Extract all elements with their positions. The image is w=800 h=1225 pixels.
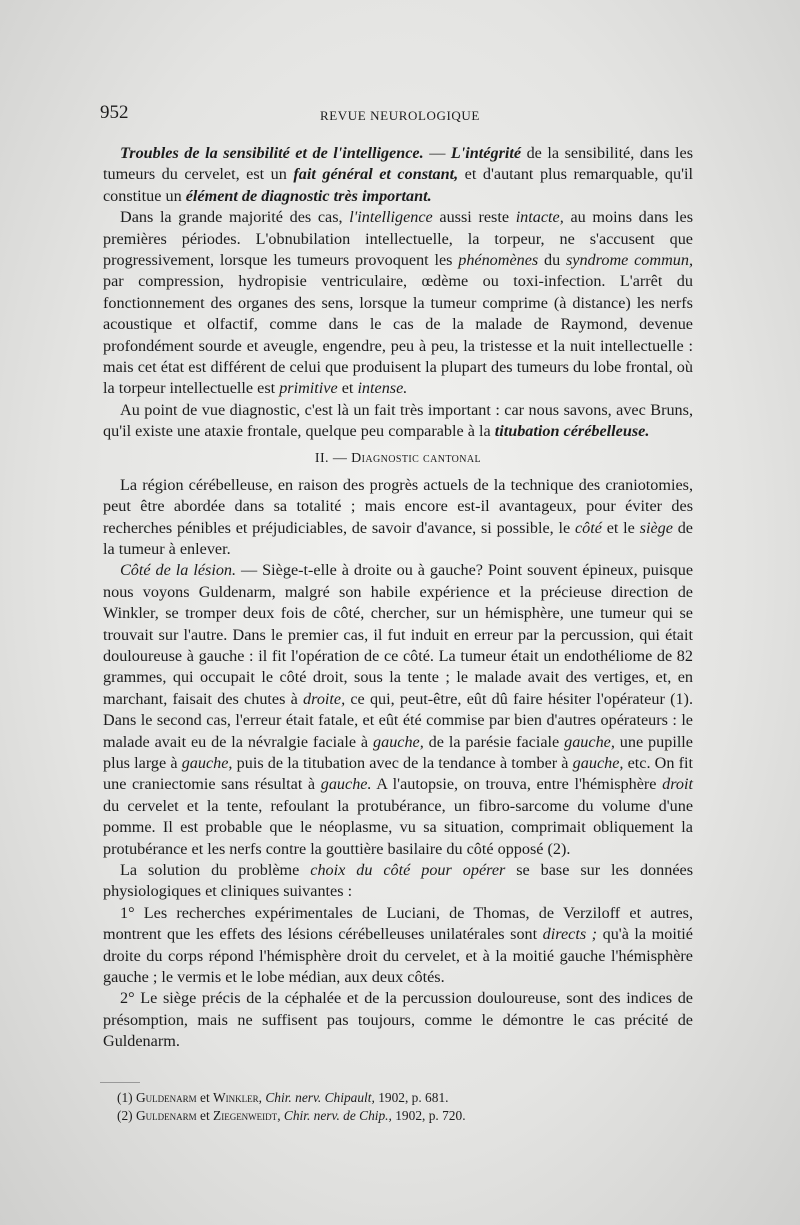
text-span: du [538, 251, 566, 270]
text-span: La région cérébelleuse, en raison des progrès actuels de la technique des craniotomies, peut être abordée dans sa totalité ; mais encore est-il avantageux, pour éviter des recherches pénibles et préjudiciables, de savoir d'avance, si possible, le [103, 475, 693, 537]
text-span: de la sensibilité, dans les tumeurs du cervelet, est un [103, 144, 693, 184]
text-span: 2° Le siège précis de la céphalée et de la percussion douloureuse, sont des indices de présomption, mais ne suffisent pas toujours, comme le démontre le cas précité de Guldenarm. [103, 989, 693, 1051]
emphasis: L'intégrité [450, 144, 522, 162]
footnote-journal: Chir. nerv. Chipault, [265, 1090, 375, 1105]
text-span: et d'autant plus remarquable, qu'il constitue un [103, 165, 693, 205]
emphasis: directs ; [542, 925, 598, 944]
emphasis: fait général et constant, [293, 165, 459, 184]
paragraph-sensibilite [103, 143, 693, 207]
emphasis: siège [639, 518, 673, 537]
text-span: etc. On fit une craniectomie sans résultat à [103, 753, 693, 794]
emphasis: choix du côté pour opérer [310, 861, 506, 879]
emphasis: phénomènes [458, 251, 539, 270]
text-span: par compression, hydropisie ventriculaire, œdème ou toxi-infection. L'arrêt du fonctionnement des organes des sens, lorsque la tumeur comprime (à distance) les nerfs acoustique et olfactif, comme dans le cas de la malade de Raymond, devenue profondément sourde et aveugle, engendre, peu à peu, la tristesse et la nuit intellectuelle : mais cet état est différent de celui que produisent la plupart des tumeurs du lobe frontal, où la torpeur intellectuelle est [103, 272, 693, 398]
paragraph-point-2 [103, 988, 693, 1052]
text-span: — [423, 144, 451, 162]
footnote-journal: Chir. nerv. de Chip., [283, 1108, 392, 1123]
emphasis: intense. [357, 379, 408, 398]
text-span: puis de la titubation avec de la tendance à tomber à [232, 753, 573, 772]
paragraph-diagnostic [103, 400, 693, 443]
text-span: de la parésie faciale [423, 732, 565, 751]
text-span: et [196, 1108, 214, 1123]
emphasis: gauche, [181, 753, 233, 772]
text-span: du cervelet et la tente, refoulant la protubérance, un fibro-sarcome du volume d'une pomme. Il est probable que le néoplasme, vu sa situation, comprimait obliquement la protubérance et les nerfs contre la gouttière basilaire du côté opposé (2). [103, 796, 693, 858]
text-span: Au point de vue diagnostic, c'est là un fait très important : car nous savons, avec Bruns, qu'il existe une ataxie frontale, quelque peu comparable à la [103, 400, 693, 441]
footnote-author: Guldenarm [135, 1108, 197, 1123]
footnote-rule [100, 1082, 140, 1083]
text-span: , [277, 1108, 284, 1123]
text-span: — Siège-t-elle à droite ou à gauche? Point souvent épineux, puisque nous voyons Guldenarm, malgré son habile expérience et la précieuse direction de Winkler, se tromper deux fois de côté, chercher, sur un hémisphère, une tumeur qui se trouvait sur l'autre. Dans le premier cas, il fut induit en erreur par la percussion, qui était douloureuse à gauche : il fit l'opération de ce côté. La tumeur était un endothéliome de 82 grammes, qui occupait le côté droit, sous la tente ; le malade avait des vertiges, et, en marchant, faisait des chutes à [103, 561, 693, 708]
footnote-author: Guldenarm [135, 1090, 197, 1105]
footnote [117, 1089, 677, 1107]
text-span: 1902, p. 720. [391, 1108, 466, 1123]
emphasis: gauche, [373, 732, 424, 751]
emphasis: syndrome commun, [565, 251, 693, 270]
text-span: qu'à la moitié droite du corps répond l'hémisphère droit du cervelet, et à la moitié gauche l'hémisphère gauche ; le vermis et le lobe médian, aux deux côtés. [103, 925, 693, 987]
text-span: au moins dans les premières périodes. L'obnubilation intellectuelle, la torpeur, ne s'accusent que progressivement, lorsque les tumeurs provoquent les [103, 208, 693, 270]
text-span: et [337, 379, 358, 398]
emphasis: droit [662, 775, 693, 794]
text-span: Dans la grande majorité des cas, [120, 208, 350, 227]
text-span: , [258, 1090, 266, 1105]
running-title: REVUE NEUROLOGIQUE [320, 108, 480, 123]
emphasis: élément de diagnostic très important. [185, 186, 432, 205]
text-span: de la tumeur à enlever. [103, 518, 693, 558]
emphasis: droite, [303, 689, 346, 708]
paragraph-cote-lesion [103, 560, 693, 860]
emphasis: gauche. [320, 775, 372, 794]
footnote-author: Winkler [213, 1090, 259, 1105]
footnote-author: Ziegenweidt [213, 1108, 278, 1123]
text-span: 1° Les recherches expérimentales de Luciani, de Thomas, de Verziloff et autres, montrent que les effets des lésions cérébelleuses unilatérales sont [103, 903, 693, 944]
emphasis: l'intelligence [349, 208, 433, 227]
footnote-marker: (1) [117, 1090, 133, 1105]
emphasis: gauche, [564, 732, 615, 751]
section-heading: II. — Diagnostic cantonal [314, 450, 482, 466]
text-span: et le [601, 518, 640, 537]
paragraph-intelligence [103, 207, 693, 400]
text-span: une pupille plus large à [103, 732, 693, 772]
footnote-marker: (2) [117, 1108, 133, 1123]
subsection-title: Côté de la lésion. [120, 561, 237, 580]
body-text [103, 143, 693, 1053]
paragraph-region [103, 475, 693, 561]
text-span: La solution du problème [120, 861, 311, 879]
emphasis: intacte, [515, 208, 564, 227]
section-lead-title: Troubles de la sensibilité et de l'intelligence. [120, 144, 424, 162]
text-span: et [196, 1090, 214, 1105]
emphasis: primitive [279, 379, 338, 398]
footnote [117, 1107, 677, 1125]
paragraph-solution [103, 860, 693, 903]
emphasis: titubation cérébelleuse. [494, 422, 650, 441]
emphasis: côté [574, 518, 602, 537]
page-number: 952 [100, 102, 129, 123]
text-span: ce qui, peut-être, eût dû faire hésiter l'opérateur (1). Dans le second cas, l'erreur était fatale, et eût été commise par bien d'autres opérateurs : le malade avait eu de la névralgie faciale à [103, 689, 693, 751]
page-header [100, 102, 695, 130]
footnotes [117, 1089, 677, 1125]
text-span: se base sur les données physiologiques et cliniques suivantes : [103, 861, 693, 901]
text-span: A l'autopsie, on trouva, entre l'hémisphère [371, 775, 663, 794]
emphasis: gauche, [572, 753, 624, 772]
paragraph-point-1 [103, 903, 693, 989]
text-span: aussi reste [432, 208, 516, 227]
text-span: 1902, p. 681. [374, 1090, 449, 1105]
